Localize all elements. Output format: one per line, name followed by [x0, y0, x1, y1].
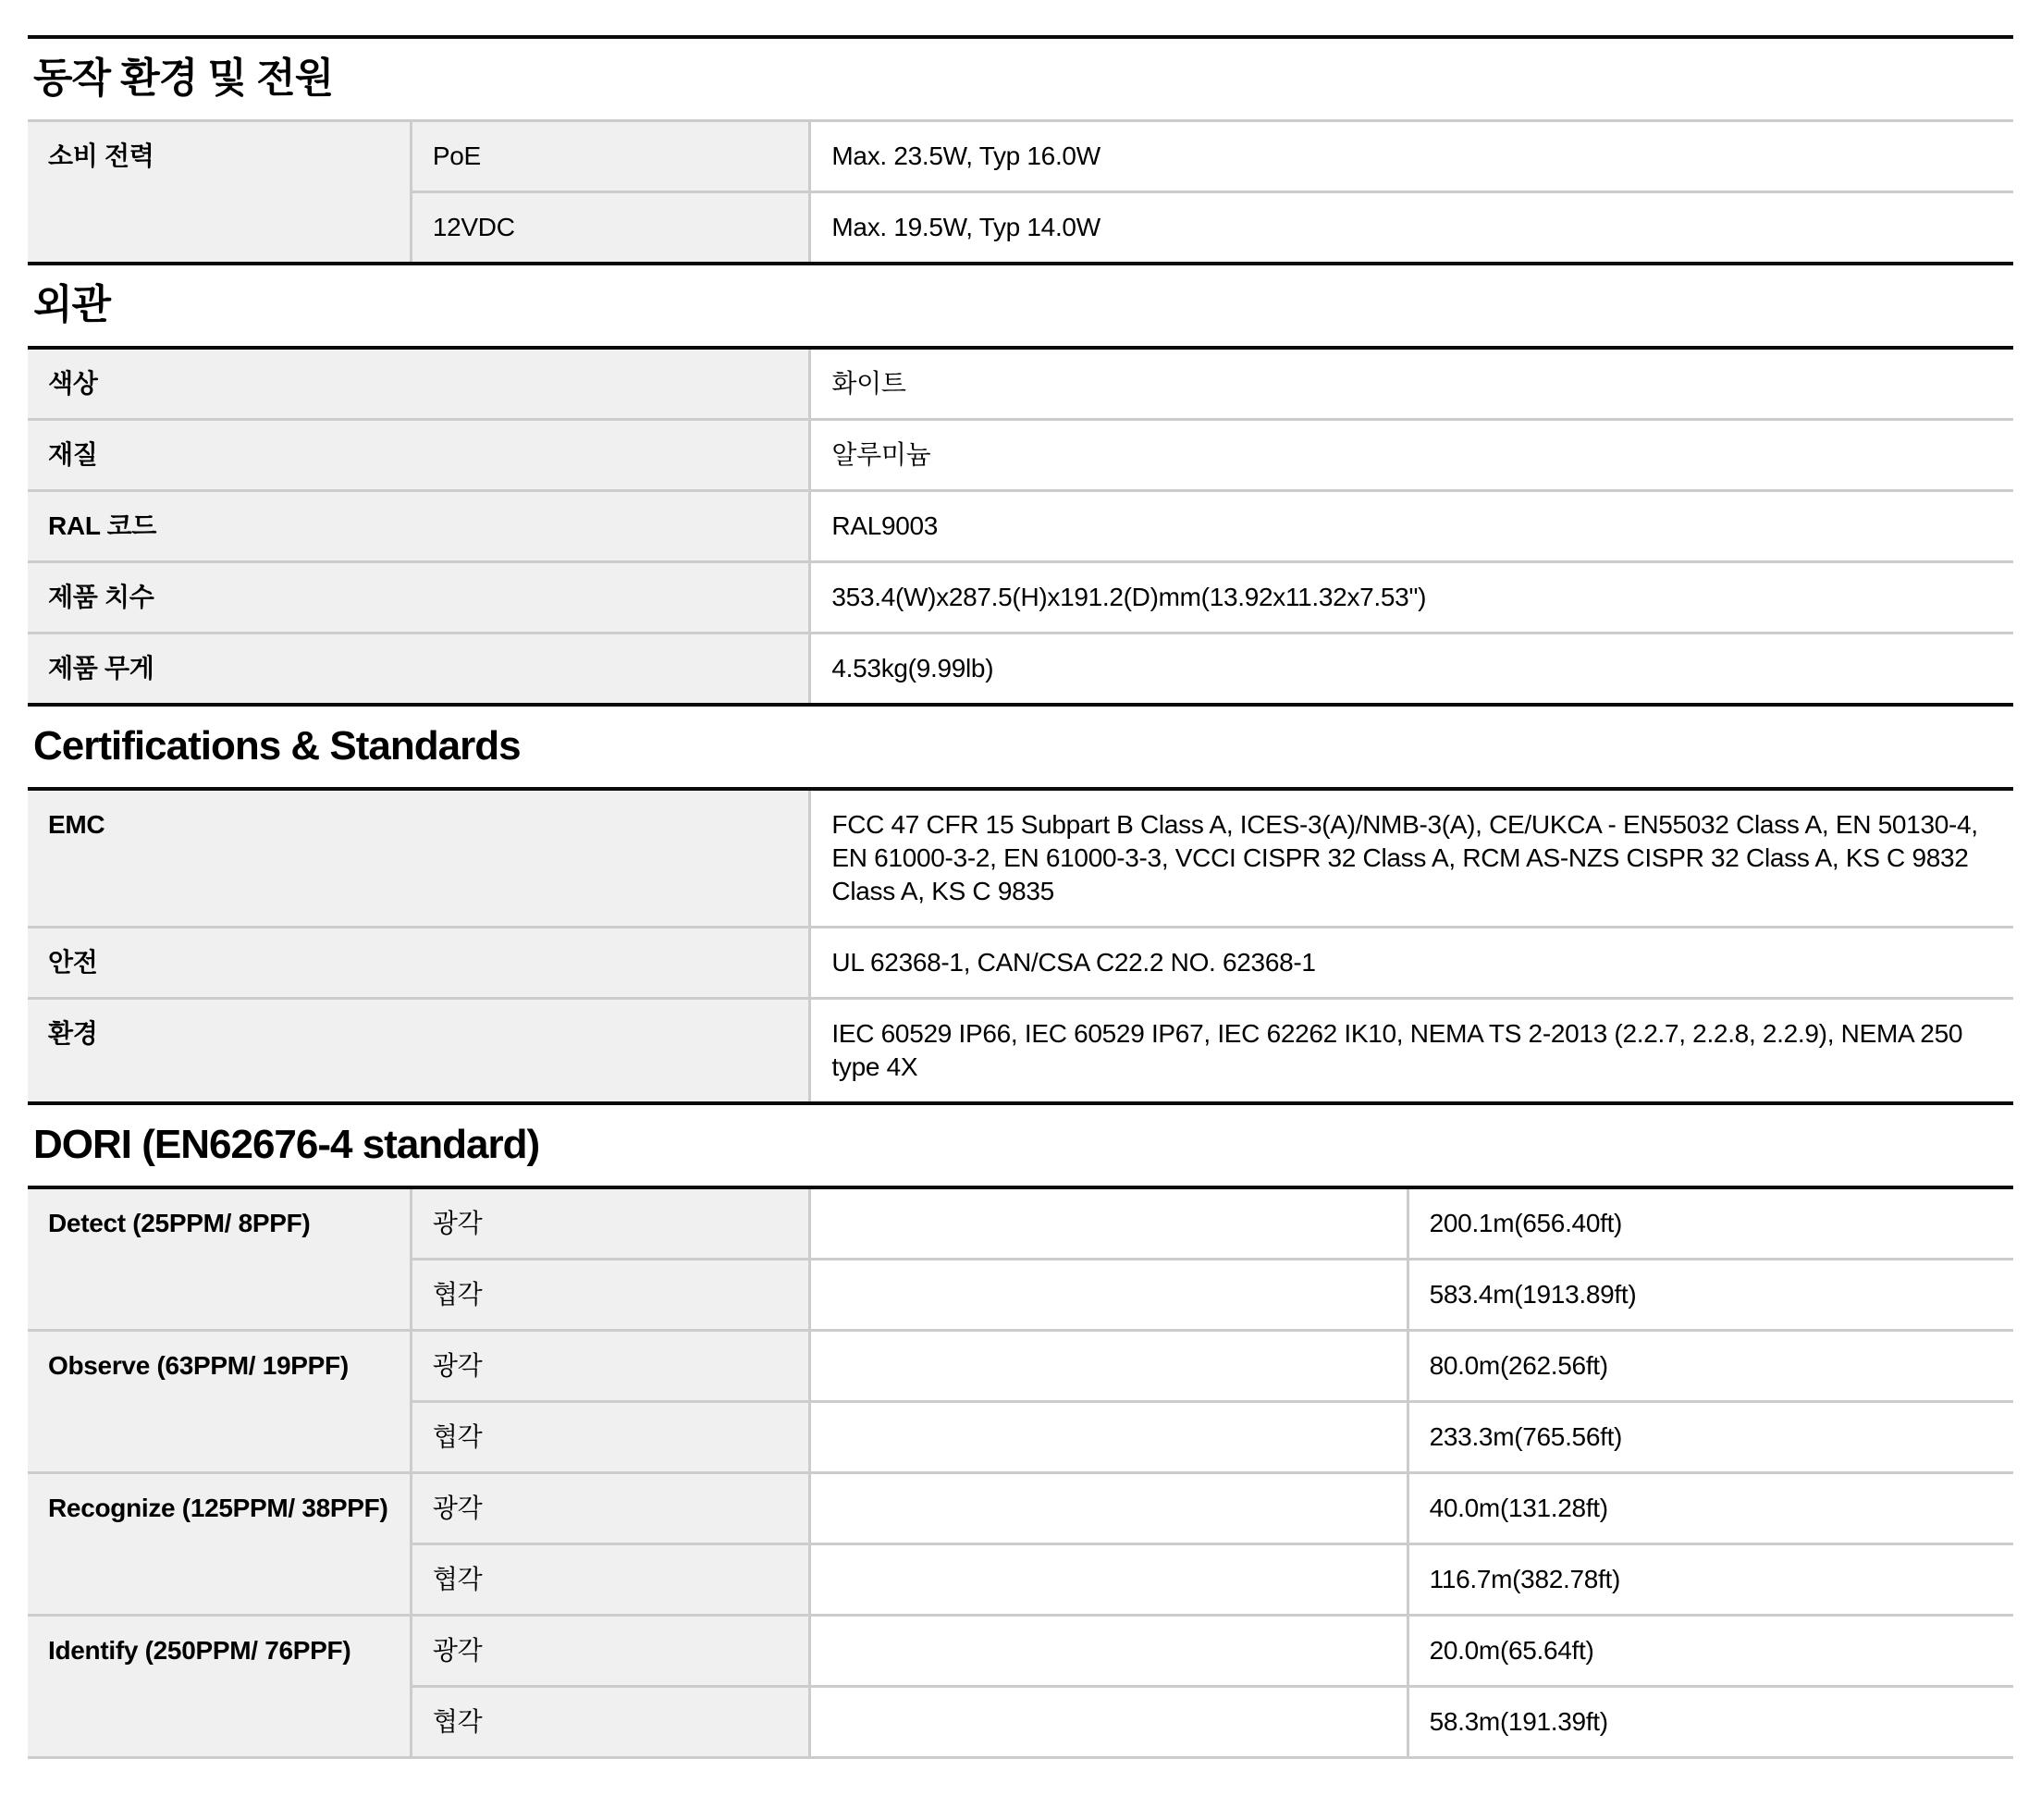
table-row — [28, 999, 2013, 1104]
empty-cell — [810, 1402, 1408, 1473]
spec-value: 583.4m(1913.89ft) — [1408, 1260, 2013, 1331]
spec-value: Max. 19.5W, Typ 14.0W — [810, 192, 2013, 264]
spec-sublabel: 협각 — [411, 1544, 810, 1616]
spec-sublabel: 광각 — [411, 1331, 810, 1402]
spec-sublabel: PoE — [411, 121, 810, 192]
spec-value: 80.0m(262.56ft) — [1408, 1331, 2013, 1402]
empty-cell — [810, 1331, 1408, 1402]
table-row — [28, 633, 2013, 706]
table-row — [28, 562, 2013, 633]
table-row — [28, 1616, 2013, 1687]
spec-label: Detect (25PPM/ 8PPF) — [28, 1187, 411, 1331]
empty-cell — [810, 1616, 1408, 1687]
spec-label: 환경 — [28, 999, 810, 1104]
dori-table — [28, 1186, 2013, 1759]
table-row — [28, 928, 2013, 999]
spec-label: 제품 무게 — [28, 633, 810, 706]
table-row — [28, 121, 2013, 192]
spec-label: 제품 치수 — [28, 562, 810, 633]
spec-label: 재질 — [28, 420, 810, 491]
section-title-certifications: Certifications & Standards — [33, 723, 521, 769]
top-divider — [28, 35, 2013, 39]
empty-cell — [810, 1187, 1408, 1260]
spec-value: 116.7m(382.78ft) — [1408, 1544, 2013, 1616]
spec-value: 353.4(W)x287.5(H)x191.2(D)mm(13.92x11.32x7.53") — [810, 562, 2013, 633]
spec-value: RAL9003 — [810, 491, 2013, 562]
spec-value: 233.3m(765.56ft) — [1408, 1402, 2013, 1473]
spec-sublabel: 광각 — [411, 1616, 810, 1687]
spec-value: 40.0m(131.28ft) — [1408, 1473, 2013, 1544]
appearance-table — [28, 346, 2013, 707]
certifications-table — [28, 787, 2013, 1105]
spec-sublabel: 광각 — [411, 1187, 810, 1260]
empty-cell — [810, 1544, 1408, 1616]
spec-label: Identify (250PPM/ 76PPF) — [28, 1616, 411, 1758]
spec-sublabel: 광각 — [411, 1473, 810, 1544]
spec-label: 안전 — [28, 928, 810, 999]
spec-value: FCC 47 CFR 15 Subpart B Class A, ICES-3(A)/NMB-3(A), CE/UKCA - EN55032 Class A, EN 50130-4, EN 61000-3-2, EN 61000-3-3, VCCI CISPR 32 Class A, RCM AS-NZS CISPR 32 Class A, KS C 9832 Class A, KS C 9835 — [810, 789, 2013, 928]
spec-value: Max. 23.5W, Typ 16.0W — [810, 121, 2013, 192]
spec-value: IEC 60529 IP66, IEC 60529 IP67, IEC 62262 IK10, NEMA TS 2-2013 (2.2.7, 2.2.8, 2.2.9), NEMA 250 type 4X — [810, 999, 2013, 1104]
section-title-appearance: 외관 — [33, 282, 111, 327]
spec-value: 20.0m(65.64ft) — [1408, 1616, 2013, 1687]
spec-label: RAL 코드 — [28, 491, 810, 562]
spec-label: 소비 전력 — [28, 121, 411, 264]
table-row — [28, 348, 2013, 420]
spec-value: 200.1m(656.40ft) — [1408, 1187, 2013, 1260]
section-title-dori: DORI (EN62676-4 standard) — [33, 1122, 540, 1167]
spec-sublabel: 협각 — [411, 1260, 810, 1331]
empty-cell — [810, 1260, 1408, 1331]
table-row — [28, 1331, 2013, 1402]
table-row — [28, 420, 2013, 491]
power-table — [28, 119, 2013, 265]
spec-label: Observe (63PPM/ 19PPF) — [28, 1331, 411, 1473]
spec-sublabel: 협각 — [411, 1687, 810, 1758]
empty-cell — [810, 1473, 1408, 1544]
table-row — [28, 491, 2013, 562]
spec-sublabel: 12VDC — [411, 192, 810, 264]
spec-value: 58.3m(191.39ft) — [1408, 1687, 2013, 1758]
table-row — [28, 1473, 2013, 1544]
empty-cell — [810, 1687, 1408, 1758]
spec-label: Recognize (125PPM/ 38PPF) — [28, 1473, 411, 1616]
section-title-power: 동작 환경 및 전원 — [33, 55, 334, 101]
spec-value: UL 62368-1, CAN/CSA C22.2 NO. 62368-1 — [810, 928, 2013, 999]
spec-value: 화이트 — [810, 348, 2013, 420]
spec-label: EMC — [28, 789, 810, 928]
spec-value: 4.53kg(9.99lb) — [810, 633, 2013, 706]
spec-value: 알루미늄 — [810, 420, 2013, 491]
table-row — [28, 1187, 2013, 1260]
spec-label: 색상 — [28, 348, 810, 420]
spec-sublabel: 협각 — [411, 1402, 810, 1473]
table-row — [28, 789, 2013, 928]
